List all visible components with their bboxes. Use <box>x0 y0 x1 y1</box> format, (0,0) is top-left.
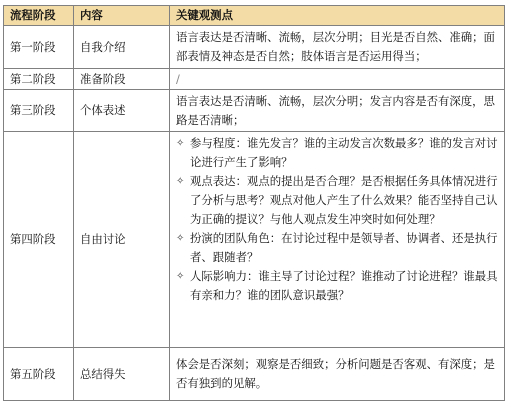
diamond-bullet-icon: ✧ <box>176 138 185 149</box>
table-row <box>4 26 505 69</box>
header-focus: 关键观测点 <box>170 6 505 26</box>
point-text: 人际影响力：谁主导了讨论过程？谁推动了讨论进程？谁最具有亲和力？谁的团队意识最强？ <box>190 269 498 302</box>
observation-table <box>3 5 505 401</box>
point-text: 扮演的团队角色：在讨论过程中是领导者、协调者、还是执行者、跟随者？ <box>190 231 498 264</box>
focus-cell <box>170 132 505 348</box>
observation-table-sheet <box>3 5 504 403</box>
focus-cell: 体会是否深刻；观察是否细致；分析问题是否客观、有深度；是否有独到的见解。 <box>170 348 505 401</box>
content-cell: 个体表述 <box>74 90 170 132</box>
focus-cell: 语言表达是否清晰、流畅，层次分明；目光是否自然、准确；面部表情及神态是否自然；肢体语言是否运用得当； <box>170 26 505 69</box>
table-row <box>4 90 505 132</box>
discussion-point <box>176 229 500 267</box>
diamond-bullet-icon: ✧ <box>176 176 185 187</box>
table-row <box>4 348 505 401</box>
stage-cell: 第二阶段 <box>4 69 74 90</box>
discussion-point <box>176 134 500 172</box>
content-cell: 准备阶段 <box>74 69 170 90</box>
content-cell: 总结得失 <box>74 348 170 401</box>
point-text: 参与程度：谁先发言？谁的主动发言次数最多？谁的发言对讨论进行产生了影响？ <box>190 136 498 169</box>
table-header-row <box>4 6 505 26</box>
table-row <box>4 132 505 348</box>
focus-cell: / <box>170 69 505 90</box>
diamond-bullet-icon: ✧ <box>176 271 185 282</box>
table-row <box>4 69 505 90</box>
discussion-point <box>176 267 500 305</box>
point-text: 观点表达：观点的提出是否合理？是否根据任务具体情况进行了分析与思考？观点对他人产生了什么效果？能否坚持自己认为正确的提议？与他人观点发生冲突时如何处理？ <box>190 174 498 226</box>
stage-cell: 第一阶段 <box>4 26 74 69</box>
discussion-point <box>176 172 500 229</box>
header-content: 内容 <box>74 6 170 26</box>
stage-cell: 第四阶段 <box>4 132 74 348</box>
header-stage: 流程阶段 <box>4 6 74 26</box>
diamond-bullet-icon: ✧ <box>176 233 185 244</box>
stage-cell: 第五阶段 <box>4 348 74 401</box>
focus-cell: 语言表达是否清晰、流畅，层次分明；发言内容是否有深度，思路是否清晰； <box>170 90 505 132</box>
content-cell: 自由讨论 <box>74 132 170 348</box>
stage-cell: 第三阶段 <box>4 90 74 132</box>
content-cell: 自我介绍 <box>74 26 170 69</box>
